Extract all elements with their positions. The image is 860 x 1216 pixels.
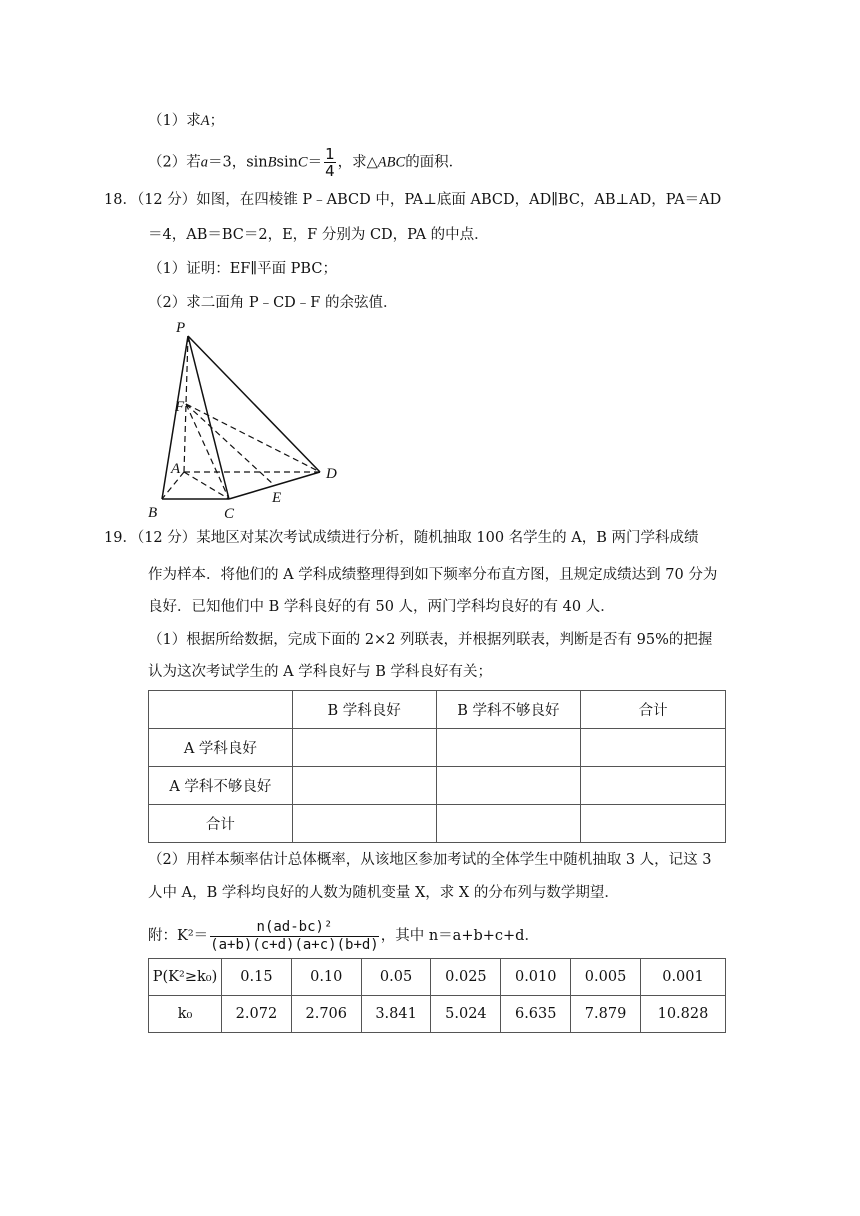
critical-value-table [148, 958, 726, 1033]
q18-stem-line2: ＝4，AB＝BC＝2，E，F 分别为 CD，PA 的中点． [148, 227, 489, 243]
q19-stem-line1: 19．（12 分）某地区对某次考试成绩进行分析，随机抽取 100 名学生的 A，B 两门学科成绩 [104, 530, 699, 546]
table-cell [292, 767, 436, 805]
table-row-label: A 学科不够良好 [149, 767, 293, 805]
q18-part1: （1）证明：EF∥平面 PBC； [148, 261, 337, 277]
table-cell [436, 729, 581, 767]
table-cell [436, 767, 581, 805]
table-row [149, 959, 726, 996]
table-cell [292, 805, 436, 843]
label-B: B [148, 505, 158, 521]
label-E: E [272, 490, 282, 506]
q19-part2-line2: 人中 A，B 学科均良好的人数为随机变量 X，求 X 的分布列与数学期望． [148, 885, 619, 901]
table-cell: 0.005 [571, 959, 641, 996]
label-A: A [171, 461, 181, 477]
table-cell: 0.10 [291, 959, 361, 996]
edge-FC [186, 404, 229, 499]
q17-part1: （1）求A； [148, 113, 225, 129]
table-cell [581, 729, 726, 767]
table-cell [149, 691, 293, 729]
k-squared-formula: 附：K²＝ $\frac{\text{n(ad-bc)²}}{(a+b)(c+d)(a+c)(b+d)}$ ，其中 n＝a+b+c+d． [148, 918, 539, 953]
table-header-cell: 合计 [581, 691, 726, 729]
q19-stem-line3: 良好．已知他们中 B 学科良好的有 50 人，两门学科均良好的有 40 人． [148, 599, 615, 615]
edge-AC [184, 472, 229, 499]
table-cell: 2.706 [291, 996, 361, 1033]
q17-part2: （2）若a＝3，sinBsinC＝ $\frac{1}{4}$ ，求△ABC的面积． [148, 145, 464, 180]
table-header-cell: B 学科良好 [292, 691, 436, 729]
edge-PC [188, 336, 229, 499]
q18-part2: （2）求二面角 P﹣CD﹣F 的余弦值． [148, 295, 398, 311]
table-row [149, 805, 726, 843]
table-cell: 0.001 [640, 959, 725, 996]
q19-part1-line2: 认为这次考试学生的 A 学科良好与 B 学科良好有关； [148, 664, 493, 680]
table-row-label: A 学科良好 [149, 729, 293, 767]
table-row [149, 691, 726, 729]
table-row [149, 729, 726, 767]
table-cell [292, 729, 436, 767]
edge-FD [186, 404, 320, 472]
table-cell: 6.635 [501, 996, 571, 1033]
pyramid-figure [140, 312, 350, 522]
q19-stem-line2: 作为样本．将他们的 A 学科成绩整理得到如下频率分布直方图，且规定成绩达到 70 分为 [148, 567, 718, 583]
table-cell: 0.010 [501, 959, 571, 996]
table-cell [436, 805, 581, 843]
table-row [149, 996, 726, 1033]
table-cell: 7.879 [571, 996, 641, 1033]
table-cell [581, 767, 726, 805]
table-cell [581, 805, 726, 843]
table-row-label: 合计 [149, 805, 293, 843]
table-cell: 5.024 [431, 996, 501, 1033]
label-C: C [224, 506, 235, 522]
contingency-table [148, 690, 726, 843]
table-row [149, 767, 726, 805]
table-cell: 0.05 [361, 959, 431, 996]
table-header-cell: B 学科不够良好 [436, 691, 581, 729]
table-cell: 0.025 [431, 959, 501, 996]
table-cell: 10.828 [640, 996, 725, 1033]
table-cell: 0.15 [222, 959, 292, 996]
table-cell: 2.072 [222, 996, 292, 1033]
q19-part2-line1: （2）用样本频率估计总体概率，从该地区参加考试的全体学生中随机抽取 3 人，记这 3 [148, 852, 712, 868]
q19-part1-line1: （1）根据所给数据，完成下面的 2×2 列联表，并根据列联表，判断是否有 95%的把握 [148, 632, 713, 648]
table-row-label: k₀ [149, 996, 222, 1033]
q18-stem-line1: 18．（12 分）如图，在四棱锥 P﹣ABCD 中，PA⊥底面 ABCD，AD∥BC，AB⊥AD，PA＝AD [104, 192, 722, 208]
label-F: F [175, 399, 185, 415]
edge-FE [186, 404, 274, 485]
table-cell: 3.841 [361, 996, 431, 1033]
label-P: P [176, 320, 186, 336]
fraction-one-quarter: $\frac{1}{4}$ [325, 145, 335, 180]
formula-fraction: $\frac{\text{n(ad-bc)²}}{(a+b)(c+d)(a+c)(b+d)}$ [210, 918, 379, 953]
label-D: D [326, 466, 337, 482]
table-row-label: P(K²≥k₀) [149, 959, 222, 996]
